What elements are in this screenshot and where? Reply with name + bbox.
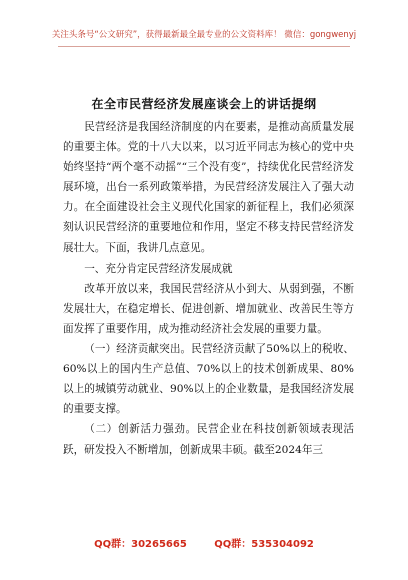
section-heading: 一、充分肯定民营经济发展成就 xyxy=(84,262,233,275)
header-divider xyxy=(58,46,350,47)
paragraph-economic-contribution: （一）经济贡献突出。民营经济贡献了50%以上的税收、60%以上的国内生产总值、70%以上的技术创新成果、80%以上的城镇劳动就业、90%以上的企业数量，是我国经济发展的重要支撑。 xyxy=(63,343,354,416)
document-title: 在全市民营经济发展座谈会上的讲话提纲 xyxy=(91,97,317,111)
page-footer xyxy=(0,535,408,550)
paragraph-overview: 改革开放以来，我国民营经济从小到大、从弱到强，不断发展壮大，在稳定增长、促进创新、增加就业、改善民生等方面发挥了重要作用，成为推动经济社会发展的重要力量。 xyxy=(63,282,354,335)
qq-group-1: QQ群：30265665 xyxy=(94,539,187,550)
page-header: 关注头条号“公文研究”，获得最新最全最专业的公文资料库！ 微信：gongwenyj xyxy=(51,30,357,40)
document-body xyxy=(63,117,354,460)
paragraph-intro: 民营经济是我国经济制度的内在要素，是推动高质量发展的重要主体。党的十八大以来，以习近平同志为核心的党中央始终坚持“两个毫不动摇”“三个没有变”，持续优化民营经济发展环境，出台一系列政策举措，为民营经济发展注入了强大动力。在全面建设社会主义现代化国家的新征程上，我们必须深刻认识民营经济的重要地位和作用，坚定不移支持民营经济发展壮大。下面，我讲几点意见。 xyxy=(63,121,354,254)
qq-group-2: QQ群：535304092 xyxy=(214,539,314,550)
paragraph-innovation: （二）创新活力强劲。民营企业在科技创新领域表现活跃，研发投入不断增加，创新成果丰硕。截至2024年三 xyxy=(63,423,354,456)
